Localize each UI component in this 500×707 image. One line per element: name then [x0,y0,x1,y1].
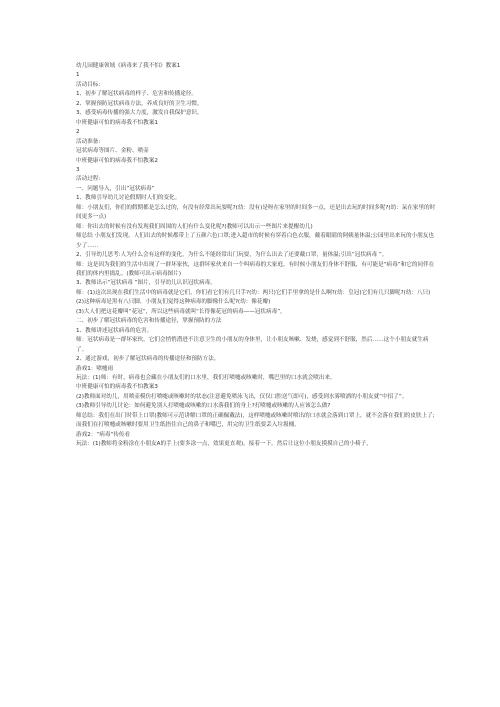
text-line: 1、教师引导幼儿讨论假期时人们的变化。 [76,195,181,202]
text-line: 冠状病毒等图片、金粉、喷壶 [76,148,149,155]
text-line: 玩法：(1)教师将金粉涂在小朋友A的手上(要多涂一点，效果更直观)，接着一下，然后让这位小朋友摸摸自己的小椅子， [76,441,372,448]
text-line: 师总结：我们在出门时带上口罩(教师可示范讲解口罩的正确佩戴法)，这样喷嚏或咳嗽时喷出的口水就会落到口罩上，就不会落在我们的皮肤上了;而我们在打喷嚏或咳嗽时要用卫生纸捂住自己的鼻子和嘴巴，用完的卫生纸要丢入垃圾桶。 [76,412,435,429]
text-line: (2)教师面对幼儿，用喷壶模仿打喷嚏或咳嗽时的状态(注意避免喷泳飞出，仅仅口腔送气即可)，感受到水雾喷洒的小朋友就“中招了”。 [76,393,408,400]
text-line: 一、问题导入，引出“冠状病毒” [76,185,155,192]
text-line: 师：这是因为我们的生活中出现了一群坏家伙，这群坏家伙来自一个叫病毒的大家庭，有时候小朋友们身体不舒服，有可能是“病毒”和它的同伴在我们的体内里捣乱。(教师可出示病毒图片) [76,261,435,277]
document-page [76,62,438,450]
text-line: 二、初步了解冠状病毒的危害和传播途径，掌握预防的方法 [76,318,222,325]
text-line: 师：(1)这次出现在我们生活中的病毒就是它们，你们看它们有几只手?(幼：两只)它们手里拿的是什么啊?(幼：皇冠)它们有几只脚呢?(幼：八只) [76,289,431,296]
text-line: 活动目标: [76,81,101,88]
text-line: (3)教师引导幼儿讨论：如何避免别人打喷嚏或咳嗽的口水落我们的身上?打喷嚏或咳嗽的人应该怎么做? [76,403,331,410]
text-line: (2)这种病毒是黑有八只脚，小朋友们觉得这种病毒的脚像什么呢?(幼：像花瓣) [76,299,271,306]
text-line: 师：冠状病毒是一群坏家伙，它们会悄悄潜进不注意卫生的小朋友的身体里，让小朋友咳嗽、发烧，感觉到不舒服，然后……这个小朋友就生病了。 [76,337,429,353]
text-line: 玩法：(1)师：有时，病毒也会藏在小朋友们的口水里，我们打喷嚏或咳嗽时，嘴巴里的口水就会喷出来。 [76,374,336,381]
text-line: 2 [76,129,80,136]
text-line: 游戏1：喷嚏雨 [76,365,114,372]
text-line: 中班健康可怕的病毒我不怕教案3 [76,384,158,391]
text-line: 1 [76,72,80,79]
text-line: 中班健康可怕的病毒我不怕教案1 [76,119,158,126]
text-line: 活动准备: [76,138,101,145]
text-line: 3 [76,166,80,173]
text-line: 3、感受病毒传播的强大力度，激发自我保护意识。 [76,110,203,117]
text-line: 师：小朋友们，你们的假期都是怎么过的，有没有经常出玩耍呢?(幼：没有)是呀在家里的时间多一点，还是出去玩的时间多呢?(幼：呆在家里的时间更多一点) [76,204,436,221]
text-line: 1、教师讲述冠状病毒的危害。 [76,327,153,334]
text-line: 师：你出去的时候有没有发现我们周围的人们有什么变化呢?(教师可以出示一些图片来提醒幼儿) [76,223,313,230]
text-line: 游戏2：“病毒”传传看 [76,431,131,438]
text-line: 师总结 小朋友们发现，人们出去的时候都带上了五颜六色口罩;进入超市的时候有穿着白色衣服，戴着眼睛的阿姨量体温;公园里出来玩的小朋友也少了…… [76,233,434,249]
text-line: 活动过程: [76,176,101,183]
text-line: 1、初步了解冠状病毒的样子、危害和传播途径。 [76,91,198,98]
text-line: 幼儿园健康领域《病毒来了我不怕》教案1 [76,63,181,69]
text-line: 中班健康可怕的病毒我不怕教案2 [76,157,158,164]
text-line: 3、教师出示“冠状病毒 ”图片，引导幼儿认识冠状病毒。 [76,280,216,287]
text-line: (3)大人们把这花瓣叫“花冠”，所以这些病毒就叫“长得像花冠的病毒——冠状病毒”。 [76,308,286,315]
text-line: 2、通过游戏，初步了解冠状病毒的传播途径和预防方法。 [76,356,220,363]
text-line: 2、引导幼儿思考:人为什么会有这样的变化，为什么不能经常出门玩耍，为什么出去了还要戴口罩，量体温;引出“冠状病毒 ”。 [76,252,388,259]
text-line: 2、掌握预防冠状病毒方法，养成良好的卫生习惯。 [76,100,203,107]
